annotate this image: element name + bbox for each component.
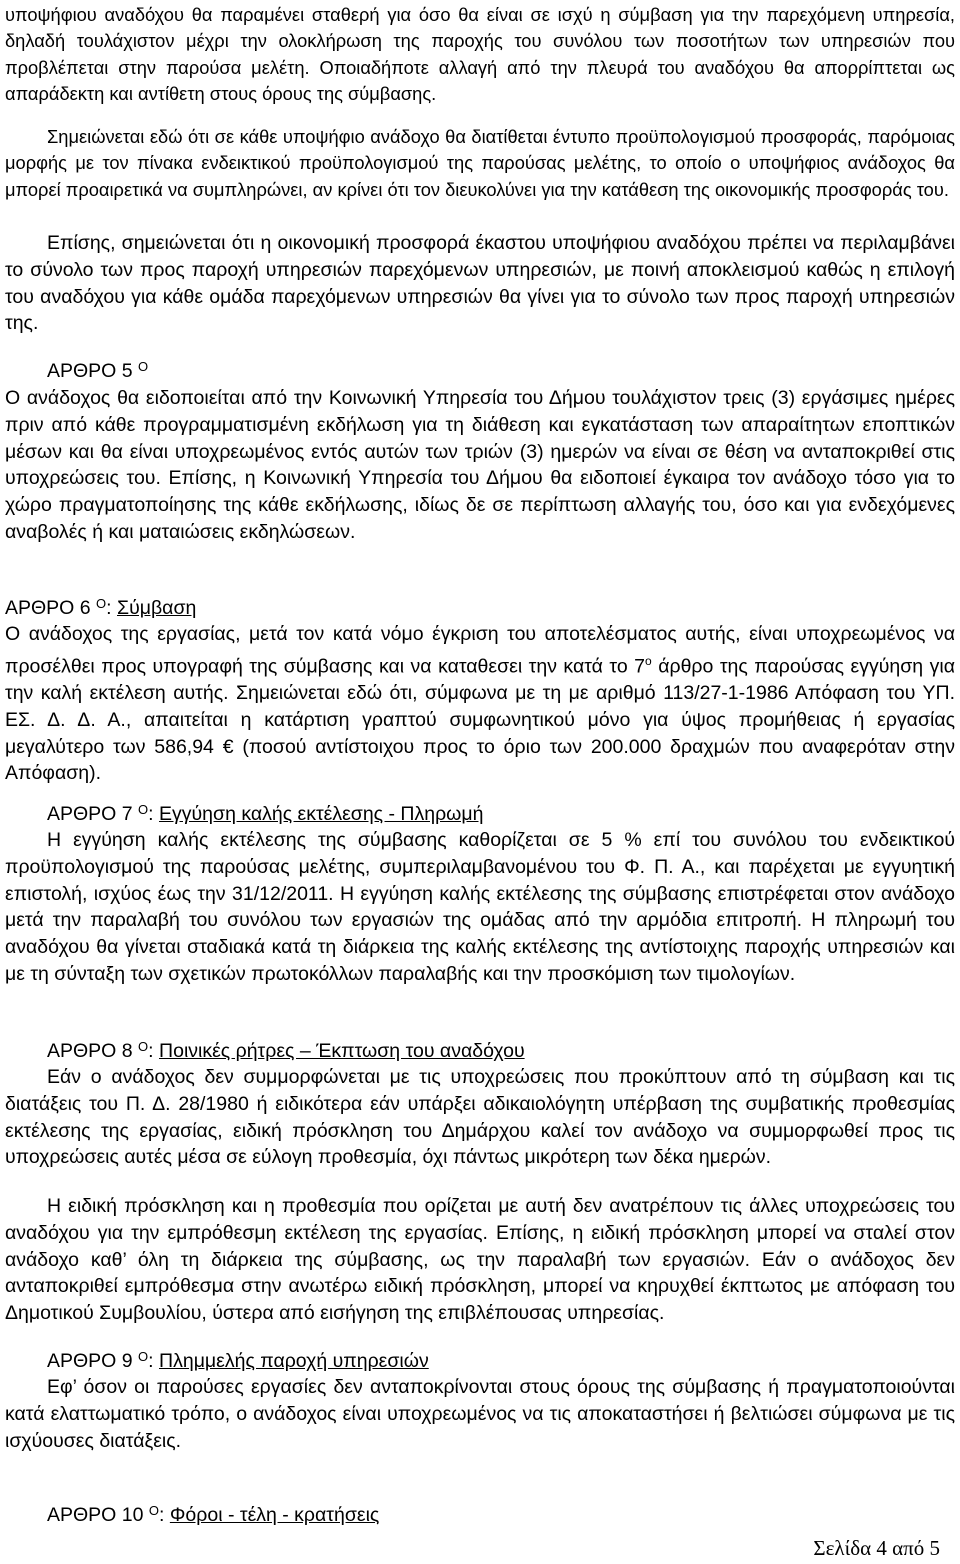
paragraph-intro-1: υποψήφιου αναδόχου θα παραμένει σταθερή για όσο θα είναι σε ισχύ η σύμβαση για την παρεχόμενη υπηρεσία, δηλαδή τουλάχιστον μέχρι την ολοκλήρωση της παροχής του συνόλου των ποσοτήτων των υπηρεσιών που προβλέπεται στην παρούσα μελέτη. Οποιαδήποτε αλλαγή από την πλευρά του αναδόχου θα απορρίπτεται ως απαράδεκτη και αντίθετη στους όρους της σύμβασης.: [5, 4, 955, 105]
article-5-heading: [47, 358, 148, 384]
article-8-heading: [47, 1038, 525, 1064]
article-5-label: ΑΡΘΡΟ 5: [47, 360, 133, 382]
article-5-text: Ο ανάδοχος θα ειδοποιείται από την Κοινωνική Υπηρεσία του Δήμου τουλάχιστον τρεις (3) εργάσιμες ημέρες πριν από κάθε προγραμματισμένη εκδήλωση για τη διάθεση και εγκατάσταση των απαραίτητων εποπτικών μέσων και θα είναι υποχρεωμένος εντός αυτών των τριών (3) ημερών να είναι σε θέση να ανταποκριθεί στις υποχρεώσεις του. Επίσης, η Κοινωνική Υπηρεσία του Δήμου θα ειδοποιεί έγκαιρα τον ανάδοχο τόσο για το χώρο πραγματοποίησης της κάθε εκδήλωσης, ιδίως δε σε περίπτωση αλλαγής του, όσο και για ενδεχόμενες αναβολές ή και ματαιώσεις εκδηλώσεων.: [5, 387, 955, 543]
article-10-label: ΑΡΘΡΟ 10: [47, 1504, 144, 1526]
euro-sign: €: [222, 735, 234, 758]
article-7-sup: Ο: [138, 802, 149, 817]
article-8-sup: Ο: [138, 1039, 149, 1054]
article-8-text-2: Η ειδική πρόσκληση και η προθεσμία που ορίζεται με αυτή δεν ανατρέπουν τις άλλες υποχρεώσεις του αναδόχου για την εμπρόθεσμη εκτέλεση της εργασίας. Επίσης, η ειδική πρόσκληση μπορεί να σταλεί στον ανάδοχο καθ’ όλη τη διάρκεια της σύμβασης, ως την παραλαβή των εργασιών. Εάν ο ανάδοχος δεν ανταποκριθεί εμπρόθεσμα στην ανωτέρω ειδική πρόσκληση, μπορεί να κηρυχθεί έκπτωτος με απόφαση του Δημοτικού Συμβουλίου, ύστερα από εισήγηση της επιβλέπουσας υπηρεσίας.: [5, 1195, 955, 1325]
article-6-text-sup: ο: [645, 653, 652, 668]
article-9-colon: :: [148, 1350, 154, 1372]
article-8-title: Ποινικές ρήτρες – Έκπτωση του αναδόχου: [159, 1040, 525, 1062]
paragraph-intro-3: Επίσης, σημειώνεται ότι η οικονομική προσφορά έκαστου υποψήφιου αναδόχου πρέπει να περιλαμβάνει το σύνολο των προς παροχή υπηρεσιών παρεχόμενων υπηρεσιών, με ποινή αποκλεισμού καθώς η επιλογή του αναδόχου για κάθε ομάδα παρεχόμενων υπηρεσιών θα γίνει για το σύνολο των προς παροχή υπηρεσιών της.: [5, 232, 955, 335]
article-9-title: Πλημμελής παροχή υπηρεσιών: [159, 1350, 429, 1372]
article-9-sup: Ο: [138, 1349, 149, 1364]
article-7-label: ΑΡΘΡΟ 7: [47, 803, 133, 825]
article-7-text: Η εγγύηση καλής εκτέλεσης της σύμβασης καθορίζεται σε 5 % επί του συνόλου του ενδεικτικού προϋπολογισμού της παρούσας μελέτης, συμπεριλαμβανομένου του Φ. Π. Α., και παρέχεται με εγγυητική επιστολή, ισχύος έως την 31/12/2011. Η εγγύηση καλής εκτέλεσης της σύμβασης επιστρέφεται στον ανάδοχο μετά την παραλαβή του συνόλου των εργασιών της ομάδας από την αρμόδια επιτροπή. Η πληρωμή του αναδόχου θα γίνεται σταδιακά κατά τη διάρκεια της καλής εκτέλεσης της αντίστοιχης παροχής υπηρεσιών και με τη σύνταξη των σχετικών πρωτοκόλλων παραλαβής και την προσκόμιση των τιμολογίων.: [5, 829, 955, 985]
article-10-heading: [47, 1502, 379, 1528]
article-10-colon: :: [159, 1504, 165, 1526]
article-9-text: Εφ’ όσον οι παρούσες εργασίες δεν ανταποκρίνονται στους όρους της σύμβασης ή πραγματοποιούνται κατά ελαττωματικό τρόπο, ο ανάδοχος είναι υποχρεωμένος να τις αποκαταστήσει ή βελτιώσει σύμφωνα με τις ισχύουσες διατάξεις.: [5, 1376, 955, 1452]
article-6-heading: [5, 595, 196, 621]
article-7-title: Εγγύηση καλής εκτέλεσης - Πληρωμή: [159, 803, 484, 825]
article-8-colon: :: [148, 1040, 154, 1062]
article-10-title: Φόροι - τέλη - κρατήσεις: [169, 1504, 380, 1526]
article-6-text-b: άρθρο της παρούσας εγγύηση για την καλή εκτέλεση αυτής. Σημειώνεται εδώ ότι, σύμφωνα με τη με αριθμό 113/27-1-1986 Απόφαση του ΥΠ. ΕΣ. Δ. Δ. Α., απαιτείται η κατάρτιση γραπτού συμφωνητικού μόνο για ύψος προμήθειας ή εργασίας μεγαλύτερο των 586,94: [5, 655, 955, 758]
paragraph-intro-2: Σημειώνεται εδώ ότι σε κάθε υποψήφιο ανάδοχο θα διατίθεται έντυπο προϋπολογισμού προσφοράς, παρόμοιας μορφής με τον πίνακα ενδεικτικού προϋπολογισμού της παρούσας μελέτης, το οποίο ο υποψήφιος ανάδοχος θα μπορεί προαιρετικά να συμπληρώνει, αν κρίνει ότι τον διευκολύνει για την κατάθεση της οικονομικής προσφοράς του.: [5, 126, 955, 200]
article-7-colon: :: [148, 803, 154, 825]
article-7-heading: [47, 801, 484, 827]
article-6-title: Σύμβαση: [117, 597, 197, 619]
article-6-colon: :: [106, 597, 112, 619]
article-9-label: ΑΡΘΡΟ 9: [47, 1350, 133, 1372]
article-9-heading: [47, 1348, 429, 1374]
article-8-label: ΑΡΘΡΟ 8: [47, 1040, 133, 1062]
article-6-label: ΑΡΘΡΟ 6: [5, 597, 91, 619]
article-6-text-c: (ποσού αντίστοιχου προς το όριο των 200.000 δραχμών που αναφερόταν στην Απόφαση).: [5, 735, 955, 785]
article-6-text-a: Ο ανάδοχος της εργασίας, μετά τον κατά νόμο έγκριση του αποτελέσματος αυτής, είναι υποχρεωμένος να προσέλθει προς υπογραφή της σύμβασης και να καταθεσει την κατά το 7: [5, 623, 955, 678]
article-8-text-1: Εάν ο ανάδοχος δεν συμμορφώνεται με τις υποχρεώσεις που προκύπτουν από τη σύμβαση και τις διατάξεις του Π. Δ. 28/1980 ή ειδικότερα εάν υπάρξει αδικαιολόγητη υπέρβαση της συμβατικής προθεσμίας εκτέλεσης της εργασίας, ειδική πρόσκληση του Δημάρχου καλεί τον ανάδοχο να συμμορφωθεί προς τις υποχρεώσεις αυτές μέσα σε εύλογη προθεσμία, όχι πάντως μικρότερη των δέκα ημερών.: [5, 1066, 955, 1169]
article-6-text: [5, 621, 955, 787]
page-number: Σελίδα 4 από 5: [813, 1536, 940, 1560]
article-6-sup: Ο: [96, 596, 107, 611]
article-10-sup: Ο: [148, 1503, 160, 1518]
article-5-sup: Ο: [138, 359, 149, 374]
